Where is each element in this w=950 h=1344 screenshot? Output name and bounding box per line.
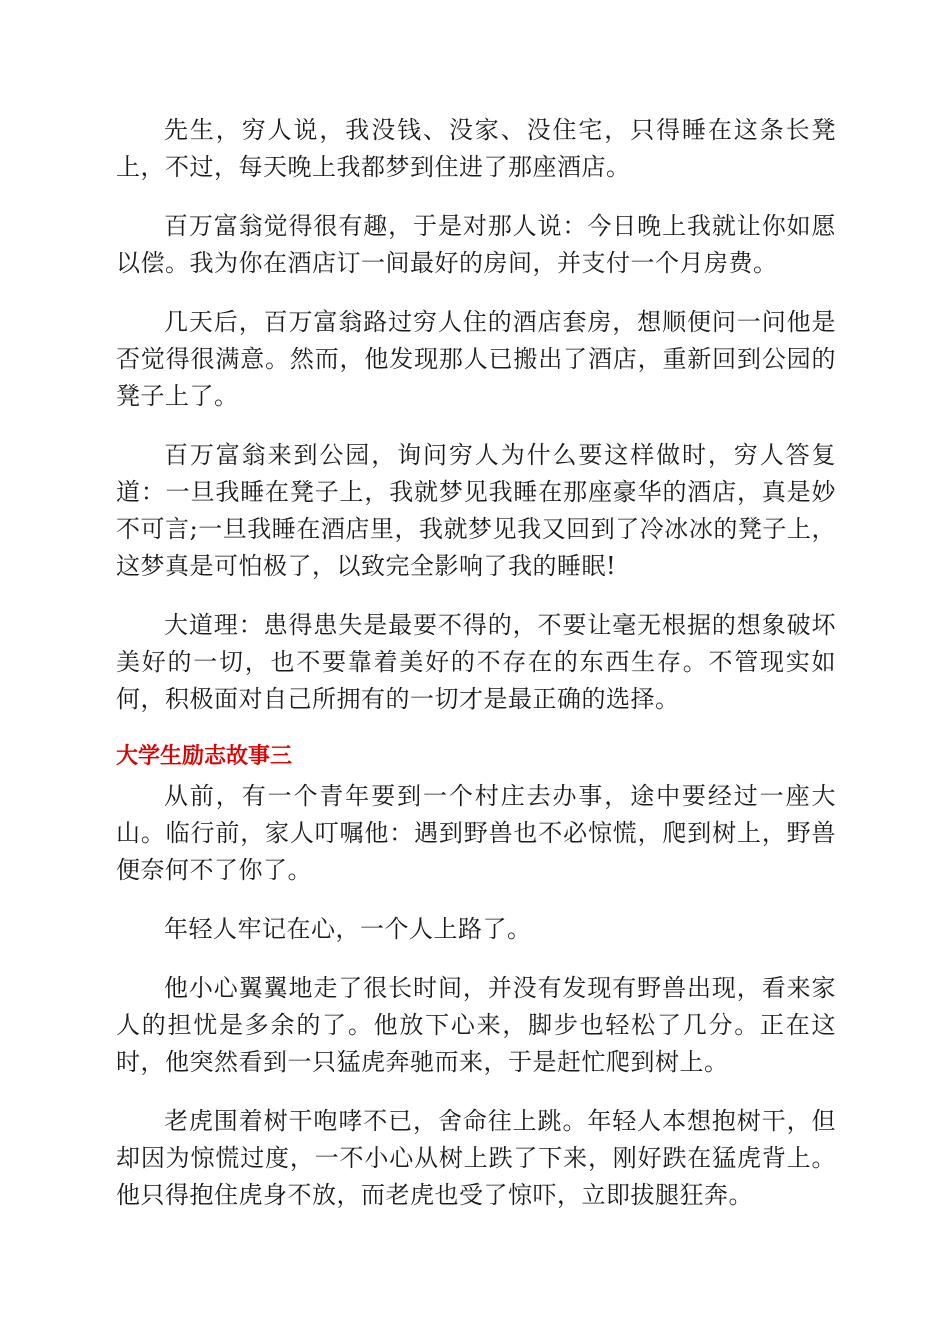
document-body bbox=[116, 112, 836, 1236]
paragraph: 几天后，百万富翁路过穷人住的酒店套房，想顺便问一问他是否觉得很满意。然而，他发现那人已搬出了酒店，重新回到公园的凳子上了。 bbox=[116, 308, 836, 410]
paragraph: 百万富翁觉得很有趣，于是对那人说：今日晚上我就让你如愿以偿。我为你在酒店订一间最好的房间，并支付一个月房费。 bbox=[116, 212, 836, 277]
paragraph: 先生，穷人说，我没钱、没家、没住宅，只得睡在这条长凳上，不过，每天晚上我都梦到住进了那座酒店。 bbox=[116, 116, 836, 181]
paragraph: 百万富翁来到公园，询问穷人为什么要这样做时，穷人答复道：一旦我睡在凳子上，我就梦见我睡在那座豪华的酒店，真是妙不可言;一旦我睡在酒店里，我就梦见我又回到了冷冰冰的凳子上，这梦真是可怕极了，以致完全影响了我的睡眠! bbox=[116, 441, 836, 580]
paragraph: 从前，有一个青年要到一个村庄去办事，途中要经过一座大山。临行前，家人叮嘱他：遇到野兽也不必惊慌，爬到树上，野兽便奈何不了你了。 bbox=[116, 782, 836, 884]
paragraph: 他小心翼翼地走了很长时间，并没有发现有野兽出现，看来家人的担忧是多余的了。他放下心来，脚步也轻松了几分。正在这时，他突然看到一只猛虎奔驰而来，于是赶忙爬到树上。 bbox=[116, 974, 836, 1076]
paragraph: 大道理：患得患失是最要不得的，不要让毫无根据的想象破坏美好的一切，也不要靠着美好的不存在的东西生存。不管现实如何，积极面对自己所拥有的一切才是最正确的选择。 bbox=[116, 611, 836, 713]
paragraph: 老虎围着树干咆哮不已，舍命往上跳。年轻人本想抱树干，但却因为惊慌过度，一不小心从树上跌了下来，刚好跌在猛虎背上。他只得抱住虎身不放，而老虎也受了惊吓，立即拔腿狂奔。 bbox=[116, 1107, 836, 1209]
section-heading: 大学生励志故事三 bbox=[116, 744, 293, 769]
paragraph: 年轻人牢记在心，一个人上路了。 bbox=[164, 915, 532, 943]
